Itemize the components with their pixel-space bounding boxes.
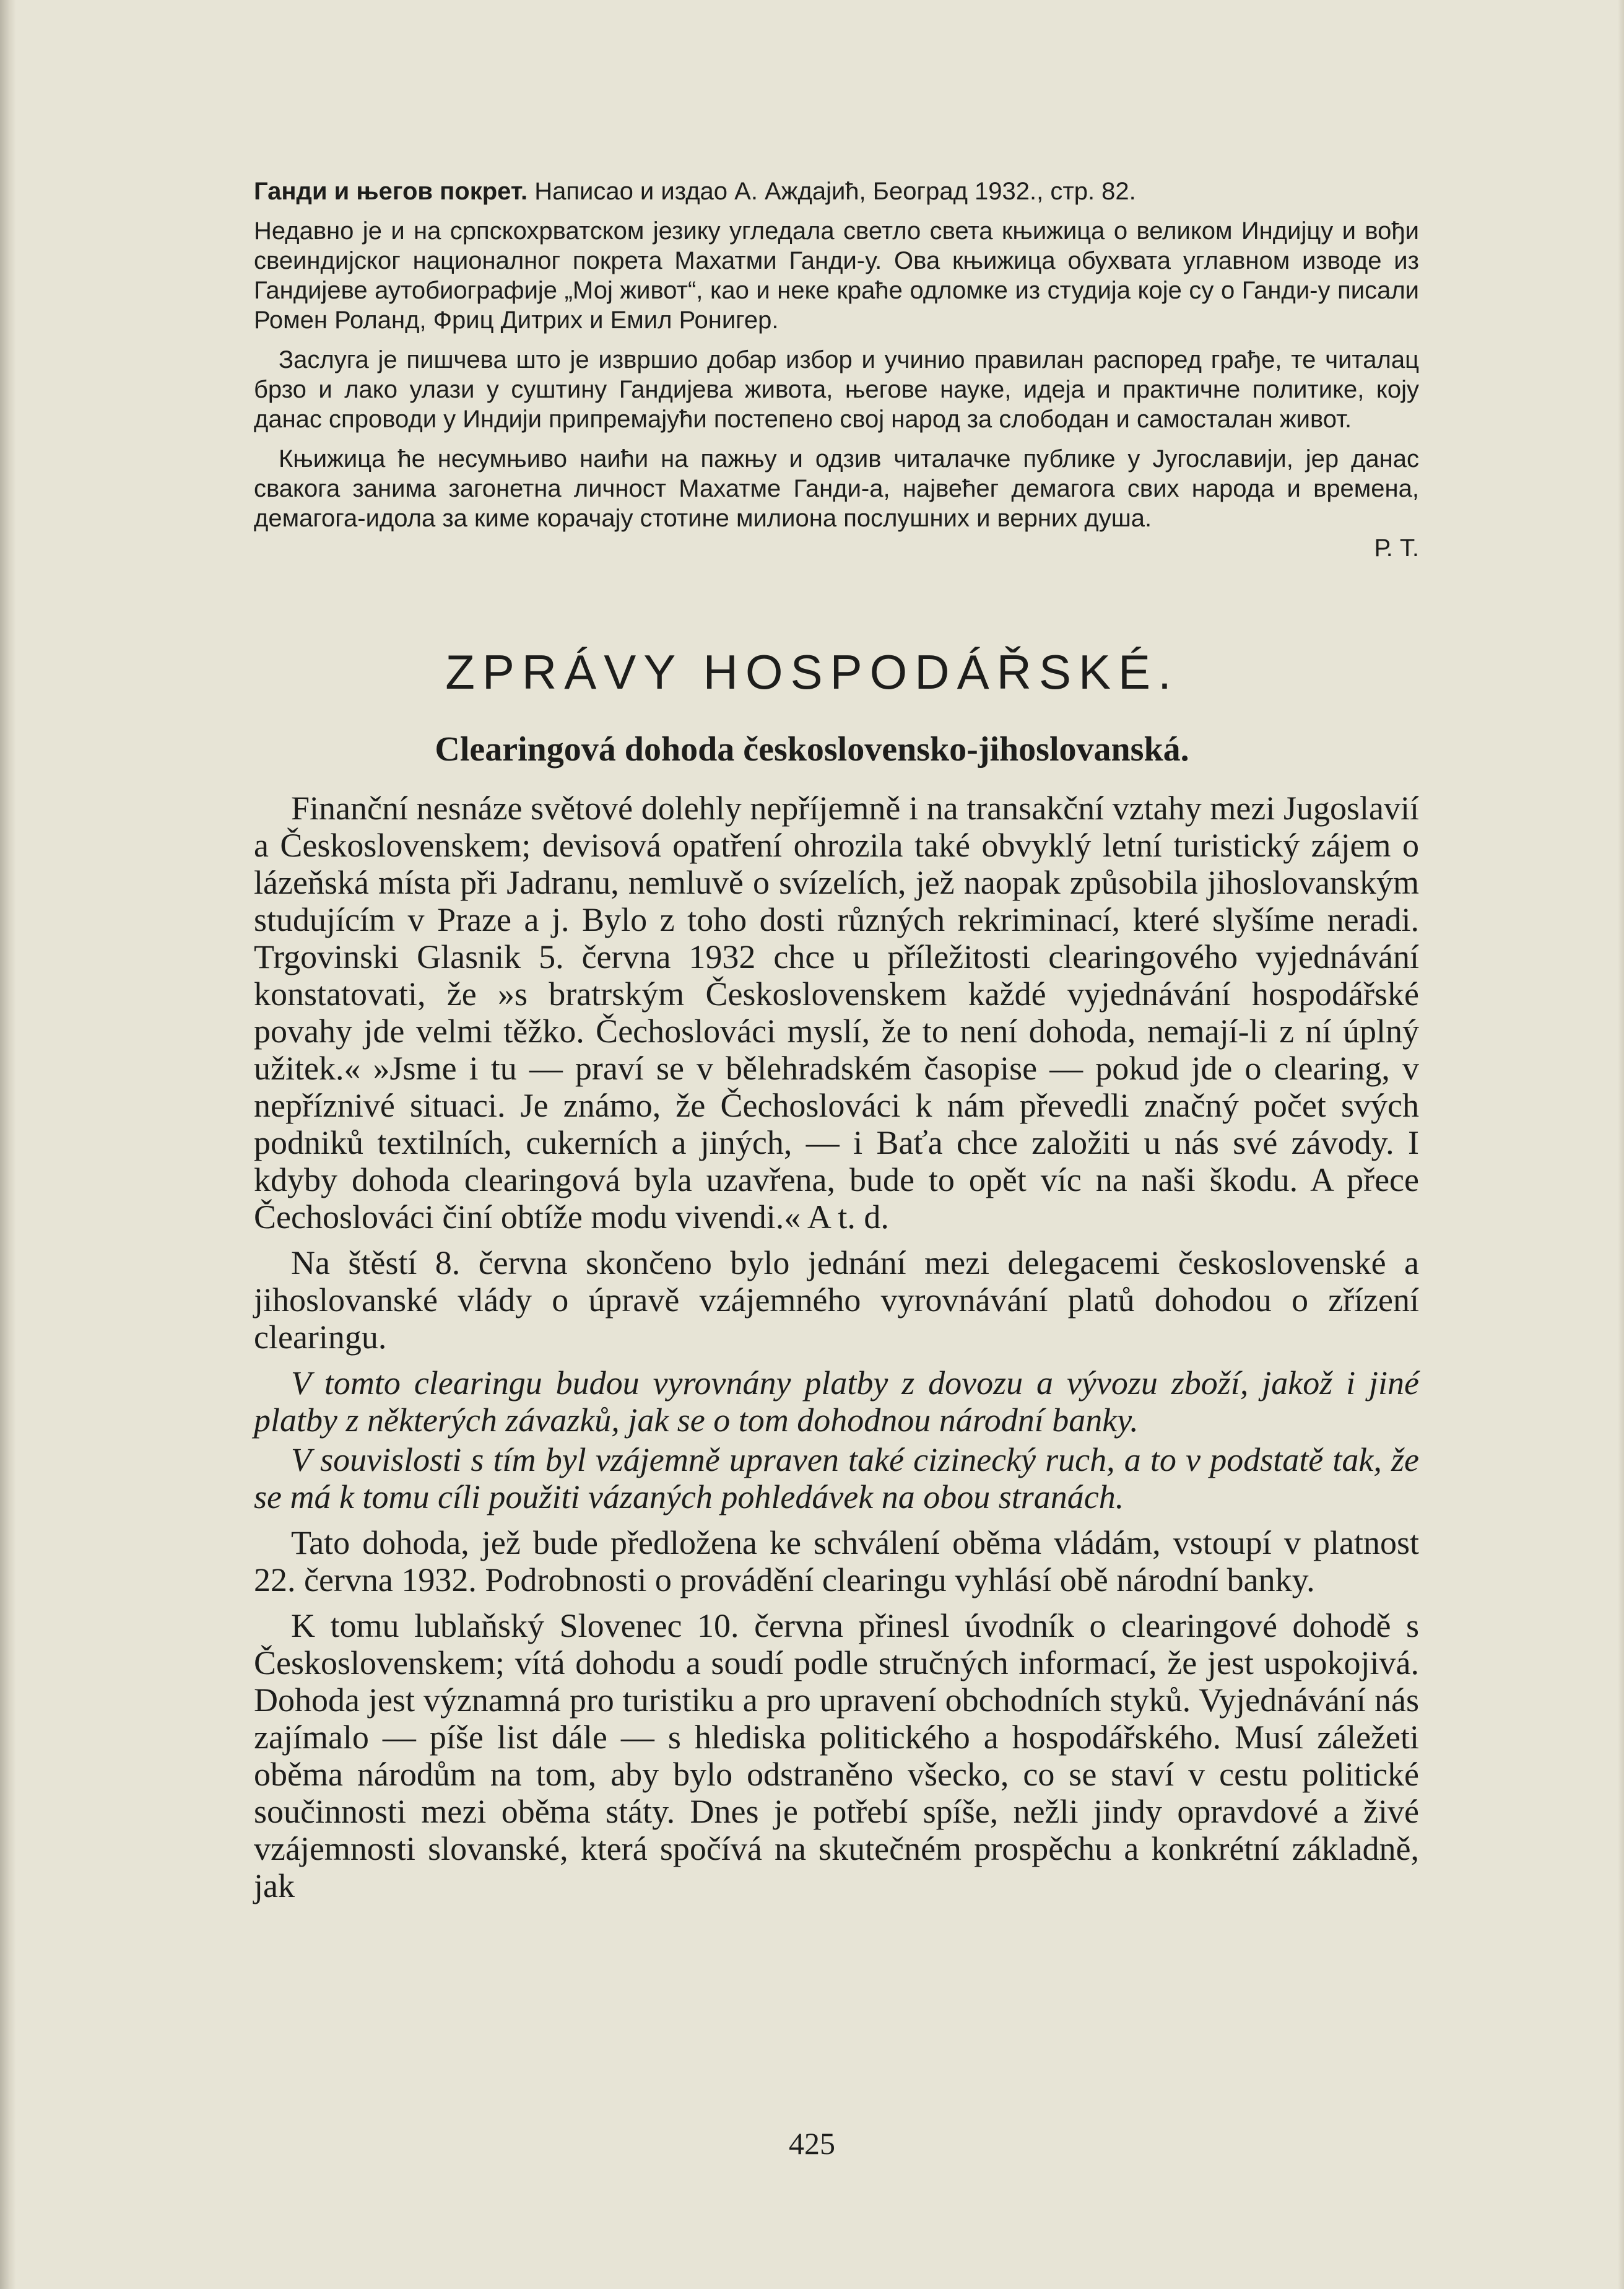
article-body xyxy=(254,790,1419,1913)
review-paragraph: Књижица ће несумњиво наићи на пажњу и одзив читалачке публике у Југославији, јер данас свакога занима загонетна личност Махатме Ганди-а, највећег демагога свих народа и времена, демагога-идола за киме корачају стотине милиона послушних и верних душа. xyxy=(254,445,1419,532)
review-paragraph: Заслуга је пишчева што је извршио добар избор и учинио правилан распоред грађе, те читалац брзо и лако улази у суштину Гандијева живота, његове науке, идеја и практичне политике, коју данас спроводи у Индији припремајући постепено свој народ за слободан и самосталан живот. xyxy=(254,346,1419,433)
review-paragraph: Недавно је и на српскохрватском језику угледала светло света књижица о великом Индијцу и вођи свеиндијског националног покрета Махатми Ганди-у. Ова књижица обухвата углавном изводе из Гандијеве аутобиографије „Мој живот“, као и неке краће одломке из студија које су о Ганди-у писали Ромен Роланд, Фриц Дитрих и Емил Ронигер. xyxy=(254,217,1419,334)
review-signature-line xyxy=(254,533,1419,563)
page-edge xyxy=(1618,0,1624,2289)
article-paragraph: K tomu lublaňský Slovenec 10. června přinesl úvodník o clearingové dohodě s Československem; vítá dohodu a soudí podle stručných informací, že jest uspokojivá. Dohoda jest významná pro turistiku a pro upravení obchodních styků. Vyjednávání nás zajímalo — píše list dále — s hlediska politického a hospodářského. Musí záležeti oběma národům na tom, aby bylo odstraněno všecko, co se staví v cestu politické součinnosti mezi oběma státy. Dnes je potřebí spíše, nežli jindy opravdové a živé vzájemnosti slovanské, která spočívá na skutečném prospěchu a konkrétní základně, jak xyxy=(254,1607,1419,1904)
article-italic-paragraph: V tomto clearingu budou vyrovnány platby z dovozu a vývozu zboží, jakož i jiné platby z některých závazků, jak se o tom dohodnou národní banky. xyxy=(254,1364,1419,1439)
article-italic-paragraph: V souvislosti s tím byl vzájemně upraven také cizinecký ruch, a to v podstatě tak, že se má k tomu cíli použiti vázaných pohledávek na obou stranách. xyxy=(254,1441,1419,1515)
review-title: Ганди и његов покрет. xyxy=(254,178,528,205)
article-paragraph: Tato dohoda, jež bude předložena ke schválení oběma vládám, vstoupí v platnost 22. června 1932. Podrobnosti o provádění clearingu vyhlásí obě národní banky. xyxy=(254,1524,1419,1598)
section-title: ZPRÁVY HOSPODÁŘSKÉ. xyxy=(445,645,1179,699)
book-spine-shadow xyxy=(0,0,16,2289)
review-publication-info: Написао и издао А. Аждајић, Београд 1932., стр. 82. xyxy=(528,178,1136,205)
page-number: 425 xyxy=(789,2126,835,2161)
review-heading xyxy=(254,177,1419,206)
article-paragraph: Finanční nesnáze světové dolehly nepříjemně i na transakční vztahy mezi Jugoslavií a Československem; devisová opatření ohrozila také obvyklý letní turistický zájem o lázeňská místa při Jadranu, nemluvě o svízelích, jež naopak způsobila jihoslovanským studujícím v Praze a j. Bylo z toho dosti různých rekriminací, které slyšíme neradi. Trgovinski Glasnik 5. června 1932 chce u příležitosti clearingového vyjednávání konstatovati, že »s bratrským Československem každé vyjednávání hospodářské povahy jde velmi těžko. Čechoslováci myslí, že to není dohoda, nemají-li z ní úplný užitek.« »Jsme i tu — praví se v bělehradském časopise — pokud jde o clearing, v nepříznivé situaci. Je známo, že Čechoslováci k nám převedli značný počet svých podniků textilních, cukerních a jiných, — i Baťa chce založiti u nás své závody. I kdyby dohoda clearingová byla uzavřena, bude to opět víc na naši škodu. A přece Čechoslováci činí obtíže modu vivendi.« A t. d. xyxy=(254,790,1419,1236)
article-paragraph: Na štěstí 8. června skončeno bylo jednání mezi delegacemi československé a jihoslovanské vlády o úpravě vzájemného vyrovnávání platů dohodou o zřízení clearingu. xyxy=(254,1244,1419,1356)
review-signature: Р. Т. xyxy=(1374,534,1419,562)
book-review xyxy=(254,177,1419,563)
article-title: Clearingová dohoda československo-jihoslovanská. xyxy=(435,730,1189,769)
